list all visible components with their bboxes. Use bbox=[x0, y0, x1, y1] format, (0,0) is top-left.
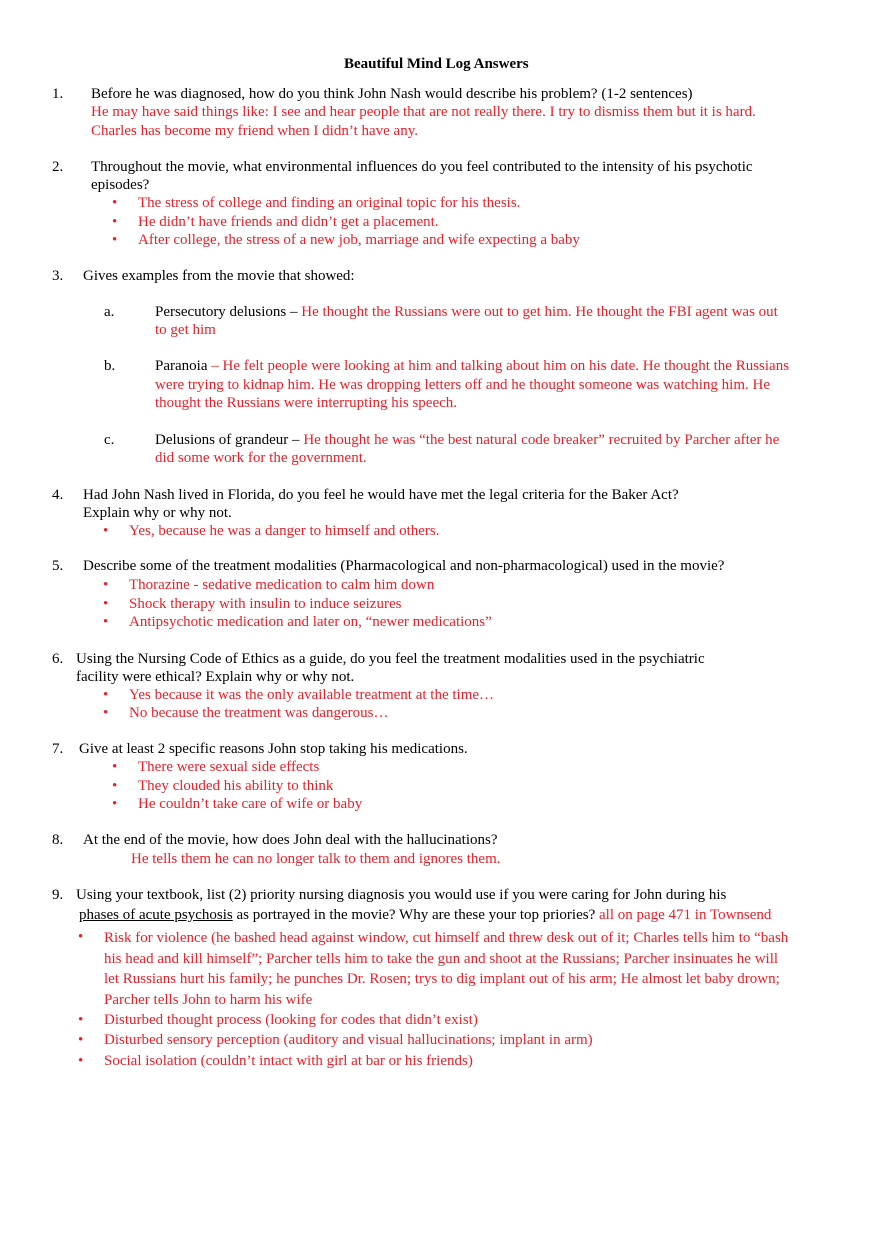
q7-answer-3: He couldn’t take care of wife or baby bbox=[138, 796, 363, 812]
bullet-icon: • bbox=[103, 596, 109, 612]
q9-answer-3: Disturbed sensory perception (auditory and visual hallucinations; implant in arm) bbox=[104, 1032, 593, 1048]
q9-note: all on page 471 in Townsend bbox=[599, 907, 772, 923]
q3b-answer: – He felt people were looking at him and talking about him on his date. He thought the Russians bbox=[207, 358, 790, 374]
q7-answer-2: They clouded his ability to think bbox=[138, 778, 334, 794]
bullet-icon: • bbox=[78, 929, 84, 945]
q8-answer: He tells them he can no longer talk to them and ignores them. bbox=[131, 851, 501, 867]
q9-answer-1-line3: let Russians hurt his family; he punches Dr. Rosen; trys to dig implant out of his arm; He almost let baby drown; bbox=[104, 971, 780, 987]
q7-number: 7. bbox=[52, 741, 64, 757]
bullet-icon: • bbox=[103, 687, 109, 703]
q5-question: Describe some of the treatment modalities (Pharmacological and non-pharmacological) used in the movie? bbox=[83, 558, 725, 574]
q4-question-line1: Had John Nash lived in Florida, do you feel he would have met the legal criteria for the Baker Act? bbox=[83, 487, 679, 503]
q3a-label: Persecutory delusions – bbox=[155, 304, 302, 320]
q9-answer-1 bbox=[104, 928, 788, 1010]
q5-answer-3: Antipsychotic medication and later on, “newer medications” bbox=[129, 614, 492, 630]
bullet-icon: • bbox=[78, 1032, 84, 1048]
document-title: Beautiful Mind Log Answers bbox=[344, 56, 529, 72]
bullet-icon: • bbox=[112, 796, 118, 812]
bullet-icon: • bbox=[112, 759, 118, 775]
bullet-icon: • bbox=[112, 195, 118, 211]
q9-question-rest: as portrayed in the movie? Why are these your top priories? bbox=[232, 907, 599, 923]
bullet-icon: • bbox=[78, 1053, 84, 1069]
q3b-letter: b. bbox=[104, 358, 116, 374]
q9-answer-1-line1: Risk for violence (he bashed head against window, cut himself and threw desk out of it; Charles tells him to “bash bbox=[104, 930, 789, 946]
q9-answer-1-line4: Parcher tells John to harm his wife bbox=[104, 991, 313, 1008]
q3a-line1 bbox=[155, 303, 778, 322]
q1-answer-line2: Charles has become my friend when I didn’t have any. bbox=[91, 123, 418, 139]
q1-answer-line1: He may have said things like: I see and hear people that are not really there. I try to dismiss them but it is hard. bbox=[91, 104, 756, 120]
q6-answer-1: Yes because it was the only available treatment at the time… bbox=[129, 687, 495, 703]
q4-number: 4. bbox=[52, 487, 64, 503]
bullet-icon: • bbox=[78, 1012, 84, 1028]
q3b-answer-line3: thought the Russians were interrupting his speech. bbox=[155, 395, 458, 411]
q6-answer-2: No because the treatment was dangerous… bbox=[129, 705, 389, 721]
q3a-letter: a. bbox=[104, 304, 115, 320]
q8-question: At the end of the movie, how does John deal with the hallucinations? bbox=[83, 832, 498, 848]
bullet-icon: • bbox=[112, 232, 118, 248]
q4-answer-1: Yes, because he was a danger to himself and others. bbox=[129, 523, 440, 539]
q3c-answer: He thought he was “the best natural code breaker” recruited by Parcher after he bbox=[303, 432, 780, 448]
q9-number: 9. bbox=[52, 887, 64, 903]
q3c-label: Delusions of grandeur – bbox=[155, 432, 304, 448]
q7-question: Give at least 2 specific reasons John stop taking his medications. bbox=[79, 741, 468, 757]
q3-number: 3. bbox=[52, 268, 64, 284]
q9-underlined-phrase: phases of acute psychosis bbox=[79, 907, 233, 923]
q2-answer-2: He didn’t have friends and didn’t get a placement. bbox=[138, 214, 439, 230]
q5-number: 5. bbox=[52, 558, 64, 574]
q1-number: 1. bbox=[52, 86, 64, 102]
q2-number: 2. bbox=[52, 159, 64, 175]
q2-question-line1: Throughout the movie, what environmental influences do you feel contributed to the intensity of his psychotic bbox=[91, 159, 753, 175]
q6-question-line2: facility were ethical? Explain why or why not. bbox=[76, 669, 355, 685]
q2-answer-1: The stress of college and finding an original topic for his thesis. bbox=[138, 195, 521, 211]
q5-answer-2: Shock therapy with insulin to induce seizures bbox=[129, 596, 402, 612]
q9-question-line1: Using your textbook, list (2) priority nursing diagnosis you would use if you were caring for John during his bbox=[76, 887, 727, 903]
q9-answer-4: Social isolation (couldn’t intact with girl at bar or his friends) bbox=[104, 1053, 473, 1069]
q9-answer-2: Disturbed thought process (looking for codes that didn’t exist) bbox=[104, 1012, 478, 1028]
bullet-icon: • bbox=[103, 577, 109, 593]
q5-answer-1: Thorazine - sedative medication to calm him down bbox=[129, 577, 435, 593]
bullet-icon: • bbox=[103, 705, 109, 721]
q3a-answer: He thought the Russians were out to get him. He thought the FBI agent was out bbox=[301, 304, 778, 320]
q4-question-line2: Explain why or why not. bbox=[83, 505, 232, 521]
q6-number: 6. bbox=[52, 651, 64, 667]
q3b-label: Paranoia bbox=[155, 358, 208, 374]
q1-question: Before he was diagnosed, how do you think John Nash would describe his problem? (1-2 sentences) bbox=[91, 86, 693, 102]
q3-question: Gives examples from the movie that showed: bbox=[83, 268, 355, 284]
bullet-icon: • bbox=[112, 214, 118, 230]
q2-question-line2: episodes? bbox=[91, 177, 150, 193]
q3a-answer-line2: to get him bbox=[155, 322, 216, 338]
q8-number: 8. bbox=[52, 832, 64, 848]
q9-question-line2 bbox=[79, 906, 771, 925]
q9-answer-1-line2: his head and kill himself”; Parcher tells him to take the gun and shoot at the Russians; Parcher insinuates he will bbox=[104, 950, 779, 967]
q2-answer-3: After college, the stress of a new job, marriage and wife expecting a baby bbox=[138, 232, 580, 248]
q3c-line1 bbox=[155, 431, 779, 450]
q6-question-line1: Using the Nursing Code of Ethics as a guide, do you feel the treatment modalities used in the psychiatric bbox=[76, 651, 705, 667]
bullet-icon: • bbox=[103, 523, 109, 539]
bullet-icon: • bbox=[112, 778, 118, 794]
q3c-letter: c. bbox=[104, 432, 115, 448]
q3b-answer-line2: were trying to kidnap him. He was dropping letters off and he thought someone was watching him. He bbox=[155, 377, 771, 393]
q7-answer-1: There were sexual side effects bbox=[138, 759, 320, 775]
q3c-answer-line2: did some work for the government. bbox=[155, 450, 367, 466]
q3b-line1 bbox=[155, 357, 789, 376]
bullet-icon: • bbox=[103, 614, 109, 630]
